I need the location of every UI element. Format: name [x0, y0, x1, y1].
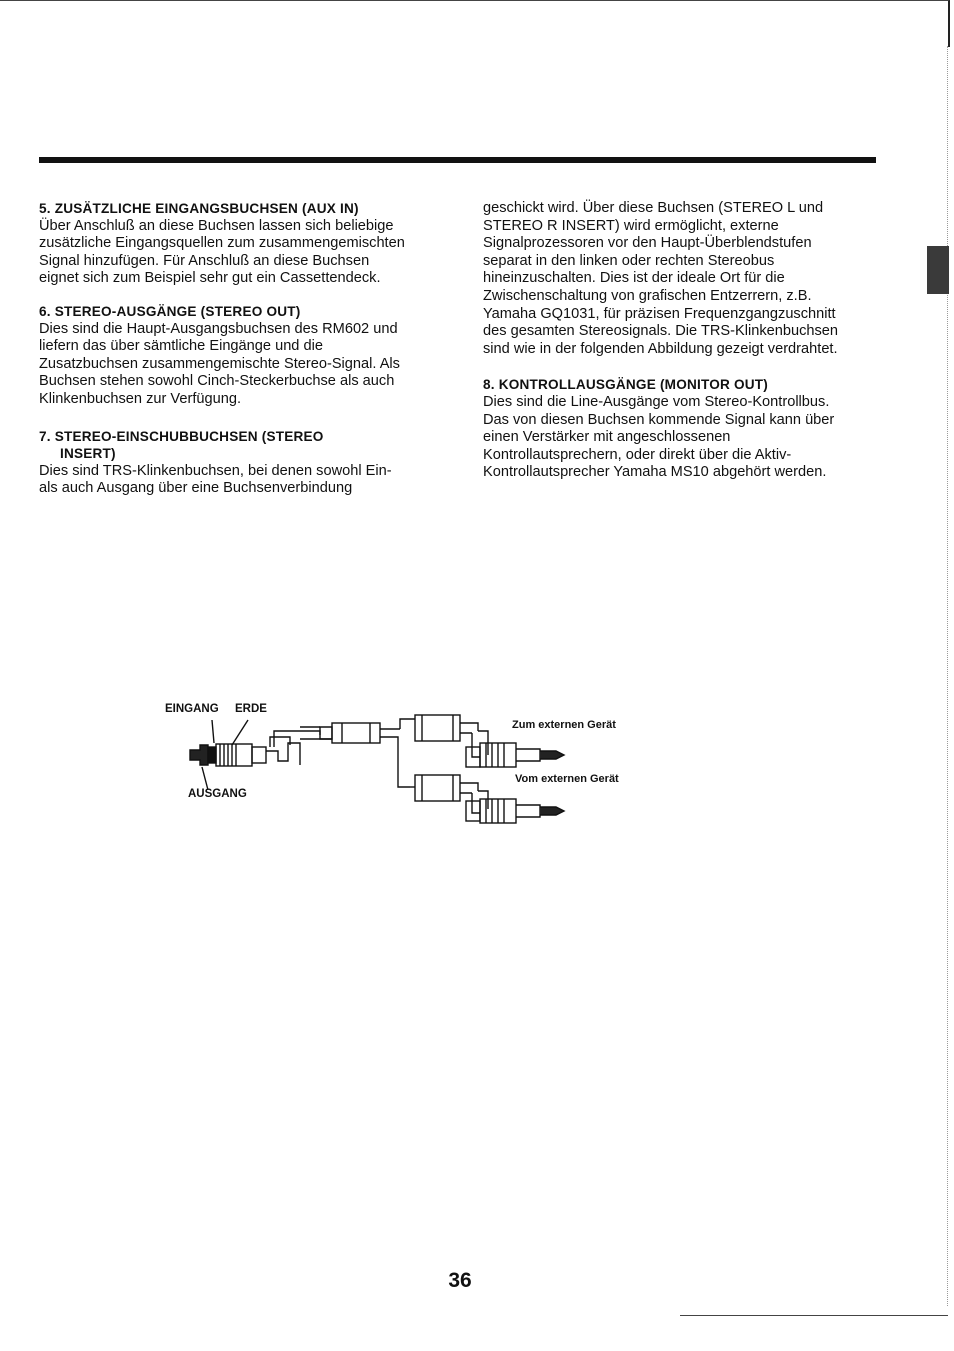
- heading-stereo-insert-line2: INSERT): [60, 446, 116, 462]
- paragraph-stereo-insert-part1: Dies sind TRS-Klinkenbuchsen, bei denen sowohl Ein- als auch Ausgang über eine Buchsenverbindung: [39, 462, 392, 497]
- heading-stereo-out: 6. STEREO-AUSGÄNGE (STEREO OUT): [39, 303, 301, 319]
- heading-stereo-insert: [39, 428, 439, 463]
- page-frame-top: [0, 0, 950, 47]
- page-frame-bottom: [680, 1315, 948, 1316]
- insert-cable-diagram: [160, 695, 660, 830]
- heading-monitor-out: 8. KONTROLLAUSGÄNGE (MONITOR OUT): [483, 377, 769, 393]
- label-zum-externen-geraet: Zum externen Gerät: [512, 719, 616, 731]
- paragraph-aux-in: Über Anschluß an diese Buchsen lassen sich beliebige zusätzliche Eingangsquellen zum zusammengemischten Signal hinzufügen. Für Anschluß an diese Buchsen eignet sich zum Beispiel sehr gut ein Cassettendeck.: [39, 217, 405, 287]
- label-ausgang: AUSGANG: [188, 788, 247, 800]
- heading-aux-in: 5. ZUSÄTZLICHE EINGANGSBUCHSEN (AUX IN): [39, 201, 359, 216]
- section-edge-marker: [927, 246, 949, 294]
- paragraph-monitor-out: Dies sind die Line-Ausgänge vom Stereo-Kontrollbus. Das von diesen Buchsen kommende Signal kann über einen Verstärker mit angeschlossenen Kontrollautsprechern, oder direkt über die Aktiv- Kontrollautsprecher Yamaha MS10 abgehört werden.: [483, 393, 835, 481]
- label-eingang: EINGANG: [165, 703, 219, 715]
- paragraph-stereo-out: Dies sind die Haupt-Ausgangsbuchsen des RM602 und liefern das über sämtliche Eingänge und die Zusatzbuchsen zusammengemischte Stereo-Signal. Als Buchsen stehen sowohl Cinch-Steckerbuchse als auch Klinkenbuchsen zur Verfügung.: [39, 320, 400, 407]
- heading-stereo-insert-line1: 7. STEREO-EINSCHUBBUCHSEN (STEREO: [39, 428, 324, 444]
- label-erde: ERDE: [235, 703, 267, 715]
- page-frame-right: [947, 46, 948, 1306]
- right-column: [483, 200, 883, 482]
- header-rule: [39, 157, 876, 163]
- page-number: 36: [448, 1269, 472, 1292]
- left-column: [39, 200, 439, 498]
- paragraph-stereo-insert-part2: geschickt wird. Über diese Buchsen (STEREO L und STEREO R INSERT) wird ermöglicht, externe Signalprozessoren vor den Haupt-Überblendstufen separat in den linken oder rechten Stereobus hineinzuschalten. Dies ist der ideale Ort für die Zwischenschaltung von grafischen Entzerrern, z.B. Yamaha GQ1031, für präzisen Frequenzgangzuschnitt des gesamten Stereosignals. Die TRS-Klinkenbuchsen sind wie in der folgenden Abbildung gezeigt verdrahtet.: [483, 200, 839, 357]
- label-vom-externen-geraet: Vom externen Gerät: [515, 773, 619, 785]
